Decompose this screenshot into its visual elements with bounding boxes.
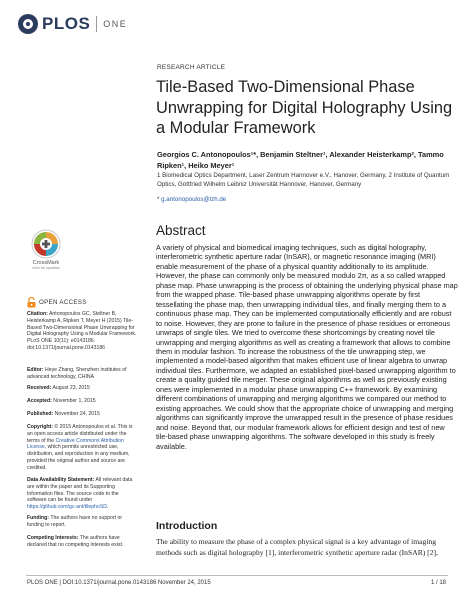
correspondence-email-link[interactable]: g.antonopoulos@lzh.de [161,196,227,203]
abstract-heading: Abstract [156,223,206,238]
affiliations: 1 Biomedical Optics Department, Laser Zentrum Hannover e.V., Hanover, Germany, 2 Institute of Quantum Optics, Gottfried Wilhelm Leibniz Universität Hannover, Hanover, Germany [157,172,450,188]
open-access-label: OPEN ACCESS [39,299,87,306]
source-code-link[interactable]: https://github.com/gc-ant/tilephoSD [27,504,108,511]
editor-block [27,367,137,381]
abstract-text: A variety of physical and biomedical imaging techniques, such as digital holography, interferometric synthetic aperture radar (InSAR), or magnetic resonance imaging (MRI) enable measurement of the phase of a physical quantity additionally to its amplitude. However, the phase can commonly only be measured modulo 2π, as a so called wrapped phase map. Phase unwrapping is the process of obtaining the underlying physical phase map from the wrapped phase. Tile-based phase unwrapping algorithms operate by first tessellating the phase map, then unwrapping individual tiles, and finally merging them to a continuous phase map. They can be implemented computationally efficiently and are robust to noise. However, they are prone to failure in the presence of phase residues or erroneous unwraps of single tiles. We tried to overcome these shortcomings by creating novel tile unwrapping and merging algorithms as well as creating a framework that allows to combine them in modular fashion. To increase the robustness of the tile unwrapping step, we implemented a model-based algorithm that makes efficient use of linear algebra to unwrap individual tiles. Furthermore, we adapted an established pixel-based unwrapping algorithm to create a quality guided tile merger. These original algorithms as well as previously existing ones were implemented in a modular phase unwrapping C++ framework. By examining different combinations of unwrapping and merging algorithms we compared our method to existing approaches. We could show that the appropriate choice of unwrapping and merging algorithms can significantly improve the unwrapped result in the presence of phase residues and noise. Beyond that, our modular framework allows for efficient design and test of new tile-based phase unwrapping algorithms. The software developed in this study is freely available. [156,243,458,451]
data-availability-text: All relevant data are within the paper and its Supporting Information files. The source code to the software can be found under [27,477,133,504]
plos-logo-icon [18,14,38,34]
page-number: 1 / 18 [430,580,446,586]
crossmark-sublabel: click for updates [32,266,60,270]
citation-block [27,311,137,352]
funding-block [27,515,137,529]
accepted-block [27,398,137,405]
footer-citation: PLOS ONE | DOI:10.1371/journal.pone.0143186 November 24, 2015 [27,580,211,586]
open-access-badge [27,297,87,308]
funding-text: The authors have no support or funding to report. [27,515,123,528]
competing-interests-block [27,535,137,549]
plos-one-logo[interactable] [18,14,127,34]
copyright-text-end: , which permits unrestricted use, distribution, and reproduction in any medium, provided the original author and source are credited. [27,444,130,471]
citation-text: Antonopoulos GC, Steltner B, Heisterkamp A, Ripken T, Meyer H (2015) Tile-Based Two-Dimensional Phase Unwrapping for Digital Holography Using a Modular Framework. PLoS ONE 10(11): e0143186. doi:10.1371/journal.pone.0143186 [27,311,137,351]
logo-plos-text: PLOS [42,14,91,33]
competing-interests-label: Competing Interests: [27,535,79,541]
editor-text: Heye Zhang, Shenzhen institutes of advanced technology, CHINA [27,367,127,380]
introduction-heading: Introduction [156,520,218,532]
data-availability-label: Data Availability Statement: [27,477,95,483]
article-type: RESEARCH ARTICLE [157,64,226,71]
data-availability-end: . [107,504,109,511]
copyright-block [27,424,137,472]
accepted-date: November 1, 2015 [53,398,96,404]
copyright-label: Copyright: [27,424,53,430]
introduction-text: The ability to measure the phase of a complex physical signal is a key advantage of imaging methods such as digital holography [1], interferometric synthetic aperture radar (InSAR) [2], [156,537,438,557]
citation-label: Citation: [27,311,48,317]
published-date: November 24, 2015 [54,411,100,417]
crossmark-badge[interactable] [23,229,69,270]
open-lock-icon [27,297,36,308]
article-title: Tile-Based Two-Dimensional Phase Unwrapping for Digital Holography Using a Modular Framework [156,78,453,137]
crossmark-icon [31,229,61,259]
license-link[interactable]: Creative Commons Attribution License [27,437,124,451]
received-date: August 23, 2015 [52,385,90,391]
logo-one-text: ONE [103,19,128,29]
received-block [27,385,137,392]
crossmark-label: CrossMark [32,260,60,266]
copyright-text: © 2015 Antonopoulos et al. This is an open access article distributed under the terms of the [27,424,133,444]
logo-divider [96,16,97,32]
correspondence [157,196,226,203]
correspondence-symbol: * [157,196,162,203]
editor-label: Editor: [27,367,44,373]
accepted-label: Accepted: [27,398,52,404]
published-label: Published: [27,411,54,417]
competing-interests-text: The authors have declared that no competing interests exist. [27,535,124,548]
author-list: Georgios C. Antonopoulos¹*, Benjamin Steltner¹, Alexander Heisterkamp², Tammo Ripken¹, Heiko Meyer¹ [157,150,444,170]
published-block [27,411,137,418]
funding-label: Funding: [27,515,49,521]
received-label: Received: [27,385,52,391]
data-availability-block [27,477,137,511]
footer-divider [26,575,448,576]
